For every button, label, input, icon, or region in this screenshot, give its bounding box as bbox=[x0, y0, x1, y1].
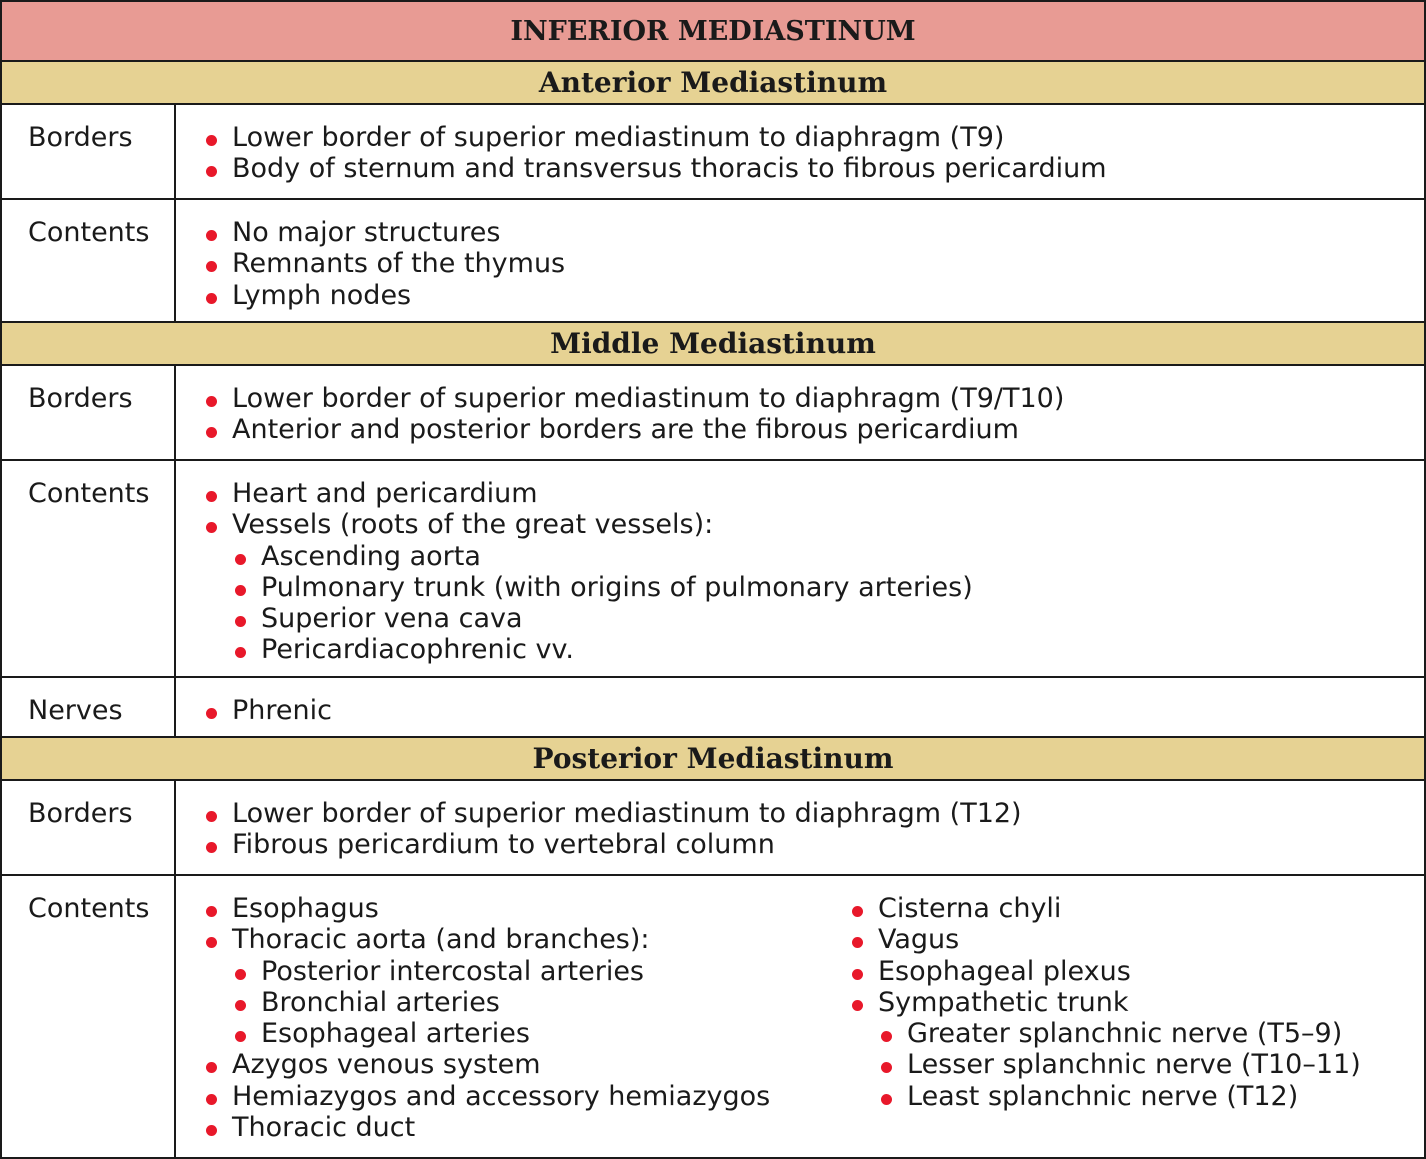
posterior-borders-row bbox=[0, 781, 1426, 876]
bullet-list-left bbox=[203, 893, 770, 1143]
list-item: Esophageal plexus bbox=[849, 956, 1361, 987]
bullet-list bbox=[203, 478, 973, 666]
list-subitem: Ascending aorta bbox=[203, 541, 973, 572]
row-label: Contents bbox=[2, 461, 176, 676]
list-item: Lower border of superior mediastinum to diaphragm (T9) bbox=[203, 122, 1107, 153]
row-label: Nerves bbox=[2, 678, 176, 736]
list-item: Esophagus bbox=[203, 893, 770, 924]
posterior-contents-row bbox=[0, 876, 1426, 1159]
list-subitem: Posterior intercostal arteries bbox=[203, 956, 770, 987]
list-item: Phrenic bbox=[203, 695, 332, 726]
row-label: Contents bbox=[2, 876, 176, 1157]
anterior-borders-row bbox=[0, 105, 1426, 200]
bullet-list bbox=[203, 383, 1064, 446]
list-item: Lower border of superior mediastinum to diaphragm (T12) bbox=[203, 798, 1022, 829]
table-title: INFERIOR MEDIASTINUM bbox=[0, 0, 1426, 62]
list-subitem: Greater splanchnic nerve (T5–9) bbox=[849, 1018, 1361, 1049]
anterior-contents-row bbox=[0, 200, 1426, 323]
section-heading-middle: Middle Mediastinum bbox=[0, 321, 1426, 366]
row-label: Borders bbox=[2, 366, 176, 459]
row-label: Contents bbox=[2, 200, 176, 321]
list-subitem: Superior vena cava bbox=[203, 603, 973, 634]
middle-contents-row bbox=[0, 461, 1426, 678]
bullet-list bbox=[203, 122, 1107, 185]
bullet-list-right bbox=[849, 893, 1361, 1112]
list-item: Lymph nodes bbox=[203, 280, 565, 311]
list-subitem: Pericardiacophrenic vv. bbox=[203, 634, 973, 665]
list-item: Thoracic duct bbox=[203, 1112, 770, 1143]
bullet-list bbox=[203, 695, 332, 726]
list-item: Remnants of the thymus bbox=[203, 248, 565, 279]
list-item: Azygos venous system bbox=[203, 1049, 770, 1080]
list-item: Body of sternum and transversus thoracis to fibrous pericardium bbox=[203, 153, 1107, 184]
middle-borders-row bbox=[0, 366, 1426, 461]
middle-nerves-row bbox=[0, 678, 1426, 738]
list-item: Hemiazygos and accessory hemiazygos bbox=[203, 1081, 770, 1112]
list-item: Cisterna chyli bbox=[849, 893, 1361, 924]
list-item: Vessels (roots of the great vessels): bbox=[203, 509, 973, 540]
row-label: Borders bbox=[2, 781, 176, 874]
section-heading-anterior: Anterior Mediastinum bbox=[0, 60, 1426, 105]
list-subitem: Pulmonary trunk (with origins of pulmonary arteries) bbox=[203, 572, 973, 603]
list-subitem: Bronchial arteries bbox=[203, 987, 770, 1018]
bullet-list bbox=[203, 798, 1022, 861]
row-label: Borders bbox=[2, 105, 176, 198]
list-item: Thoracic aorta (and branches): bbox=[203, 924, 770, 955]
list-item: Sympathetic trunk bbox=[849, 987, 1361, 1018]
section-heading-posterior: Posterior Mediastinum bbox=[0, 736, 1426, 781]
list-subitem: Least splanchnic nerve (T12) bbox=[849, 1081, 1361, 1112]
bullet-list bbox=[203, 217, 565, 311]
list-item: Anterior and posterior borders are the fibrous pericardium bbox=[203, 414, 1064, 445]
list-item: Lower border of superior mediastinum to diaphragm (T9/T10) bbox=[203, 383, 1064, 414]
list-item: No major structures bbox=[203, 217, 565, 248]
list-subitem: Lesser splanchnic nerve (T10–11) bbox=[849, 1049, 1361, 1080]
list-item: Heart and pericardium bbox=[203, 478, 973, 509]
list-subitem: Esophageal arteries bbox=[203, 1018, 770, 1049]
list-item: Fibrous pericardium to vertebral column bbox=[203, 829, 1022, 860]
list-item: Vagus bbox=[849, 924, 1361, 955]
